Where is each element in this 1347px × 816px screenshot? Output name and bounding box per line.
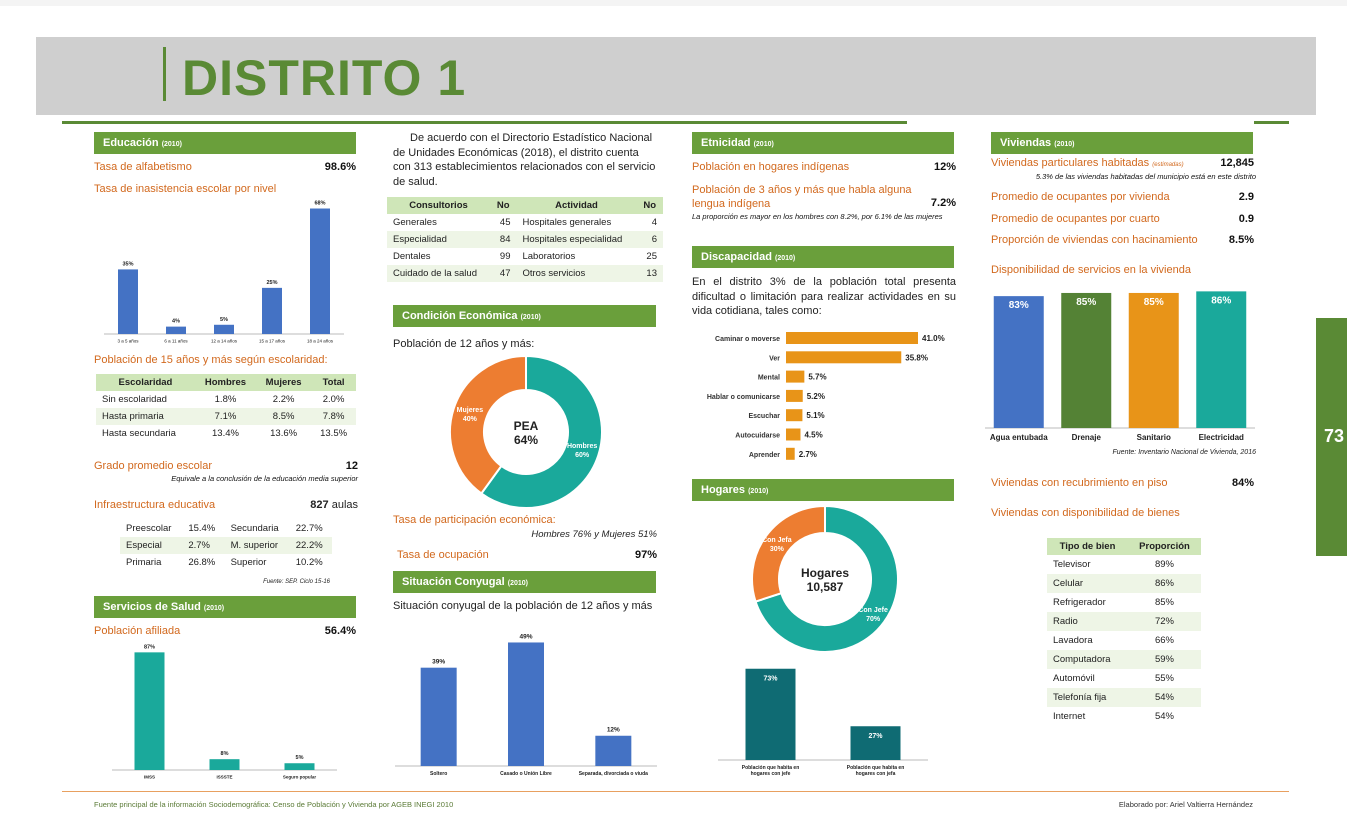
bien-name: Internet <box>1053 711 1086 722</box>
tick-label: Drenaje <box>1071 433 1101 442</box>
condicion-header: Condición Económica (2010) <box>393 305 656 327</box>
data-label: 85% <box>1143 296 1164 308</box>
tick-label: Soltero <box>430 771 448 777</box>
participacion-label: Tasa de participación económica: <box>393 514 556 526</box>
tick-label: Escuchar <box>748 413 780 421</box>
tick-label: Separada, divorciada o viuda <box>578 771 648 777</box>
grado-row <box>94 460 358 472</box>
tick-label: IMSS <box>143 774 156 780</box>
bien-name: Refrigerador <box>1053 597 1106 608</box>
tick-label: hogares con jefe <box>750 771 791 777</box>
ocup-viv-label: Promedio de ocupantes por vivienda <box>991 191 1170 203</box>
table-row: Dentales 99 Laboratorios 25 <box>393 251 657 262</box>
slice-name: Con Jefa <box>762 537 792 545</box>
viviendas-header: Viviendas (2010) <box>991 132 1253 154</box>
lengua-label: Población de 3 años y más que habla alguna lengua indígena <box>692 184 912 210</box>
tick-label: Caminar o moverse <box>715 336 780 343</box>
bienes-table <box>1047 538 1201 726</box>
tick-label: Electricidad <box>1198 433 1244 442</box>
bien-value: 54% <box>1154 711 1174 722</box>
header-rule-right <box>1254 121 1289 124</box>
discapacidad-header: Discapacidad (2010) <box>692 246 954 268</box>
table-row: Especial 2.7% M. superior 22.2% <box>120 537 332 554</box>
table-row: Cuidado de la salud 47 Otros servicios 13 <box>387 265 663 282</box>
hogares-indigenas-value: 12% <box>933 161 956 173</box>
chart-bar <box>135 652 165 770</box>
conyugal-label: Situación conyugal de la población de 12 años y más <box>393 600 653 612</box>
chart-bar <box>310 209 330 334</box>
unidades-header: Actividad <box>516 197 636 214</box>
table-row <box>1047 593 1201 612</box>
grado-value: 12 <box>345 460 358 472</box>
chart-bar <box>994 296 1044 428</box>
data-label: 4% <box>172 318 180 325</box>
table-row: Hasta primaria 7.1% 8.5% 7.8% <box>96 408 356 425</box>
grado-note: Equivale a la conclusión de la educación media superior <box>171 474 358 483</box>
bien-name: Computadora <box>1047 650 1128 669</box>
chart-bar <box>118 269 138 334</box>
data-label: 73% <box>763 675 778 683</box>
hacinamiento-value: 8.5% <box>1228 234 1254 246</box>
tick-label: hogares con jefa <box>855 771 896 777</box>
data-label: 25% <box>266 279 278 286</box>
bien-value: 59% <box>1128 650 1201 669</box>
alfabetismo-label: Tasa de alfabetismo <box>94 161 192 173</box>
chart-bar <box>851 726 901 760</box>
chart-bar <box>595 736 631 766</box>
hogares-indigenas-row <box>692 161 956 173</box>
etnicidad-header: Etnicidad (2010) <box>692 132 954 154</box>
ocupacion-value: 97% <box>634 549 657 561</box>
page-number-tab <box>1316 318 1347 556</box>
tick-label: 15 a 17 años <box>258 338 286 344</box>
data-label: 35.8% <box>905 353 928 363</box>
bien-name: Telefonía fija <box>1047 688 1128 707</box>
data-label: 5.2% <box>806 391 825 401</box>
infra-source: Fuente: SEP. Ciclo 15-16 <box>263 579 330 585</box>
table-row: Sin escolaridad 1.8% 2.2% 2.0% <box>102 394 345 405</box>
table-row <box>1047 688 1201 707</box>
slice-label: 40% <box>462 415 477 423</box>
data-label: 87% <box>143 644 156 651</box>
bien-value: 85% <box>1154 597 1174 608</box>
bien-value: 66% <box>1154 635 1174 646</box>
ocup-viv-row <box>991 191 1254 203</box>
bien-name: Celular <box>1047 574 1128 593</box>
infra-row <box>94 499 358 511</box>
center-label: Hogares <box>800 566 850 580</box>
esc-header: Mujeres <box>256 374 311 391</box>
footer-source: Fuente principal de la información Sociodemográfica: Censo de Población y Vivienda por AGEB INEGI 2010 <box>94 800 454 809</box>
data-label: 39% <box>432 658 446 666</box>
header-banner <box>36 37 1316 115</box>
bien-value: 72% <box>1128 612 1201 631</box>
bien-name: Lavadora <box>1053 635 1093 646</box>
afiliada-label: Población afiliada <box>94 625 181 637</box>
slice-name: Hombres <box>566 443 598 451</box>
bien-name: Radio <box>1047 612 1128 631</box>
discapacidad-chart <box>690 326 960 464</box>
slice-label: 70% <box>866 615 881 623</box>
particulares-value: 12,845 <box>1220 157 1254 169</box>
data-label: 5.1% <box>806 411 825 421</box>
center-value: 10,587 <box>806 580 844 594</box>
table-row: Primaria 26.8% Superior 10.2% <box>126 557 323 568</box>
ocup-cuarto-label: Promedio de ocupantes por cuarto <box>991 213 1160 225</box>
infra-table <box>120 520 332 571</box>
alfabetismo-value: 98.6% <box>324 161 356 173</box>
data-label: 8% <box>220 751 229 758</box>
chart-bar <box>508 642 544 766</box>
particulares-sub: 5.3% de las viviendas habitadas del municipio está en este distrito <box>1035 172 1256 181</box>
slice-name: Con Jefe <box>858 606 888 614</box>
top-strip <box>0 0 1347 6</box>
conyugal-header: Situación Conyugal (2010) <box>393 571 656 593</box>
data-label: 12% <box>606 726 620 734</box>
chart-bar <box>786 448 795 460</box>
chart-bar <box>285 763 315 770</box>
ocupacion-row <box>397 549 657 561</box>
hogares-bar-chart <box>718 660 928 784</box>
bien-name: Televisor <box>1053 559 1091 570</box>
chart-bar <box>786 390 803 402</box>
infra-unit: aulas <box>331 499 358 511</box>
data-label: 35% <box>122 261 134 268</box>
unidades-text: De acuerdo con el Directorio Estadístico Nacional de Unidades Económicas (2018), el distrito cuenta con 313 establecimientos relacionados con el servicio de salud. <box>393 132 656 188</box>
tick-label: 6 a 11 años <box>164 338 188 344</box>
table-row <box>1047 669 1201 688</box>
tick-label: 12 a 14 años <box>210 338 238 344</box>
tick-label: Casado o Unión Libre <box>500 771 552 777</box>
table-row <box>1047 555 1201 574</box>
tick-label: 3 a 5 años <box>117 338 139 344</box>
grado-label: Grado promedio escolar <box>94 460 213 472</box>
chart-bar <box>786 409 802 421</box>
data-label: 5% <box>220 316 228 323</box>
table-row: Especialidad 84 Hospitales especialidad 6 <box>387 231 663 248</box>
tick-label: Aprender <box>748 451 780 459</box>
data-label: 49% <box>519 633 533 641</box>
unidades-header: No <box>636 197 663 214</box>
chart-bar <box>786 351 901 363</box>
table-row: Preescolar 15.4% Secundaria 22.7% <box>126 523 323 534</box>
educacion-header: Educación (2010) <box>94 132 356 154</box>
table-row: Generales 45 Hospitales generales 4 <box>393 217 657 228</box>
escolaridad-label: Población de 15 años y más según escolaridad: <box>94 354 328 366</box>
bien-value: 55% <box>1154 673 1174 684</box>
chart-bar <box>1061 293 1111 428</box>
data-label: 68% <box>314 200 326 207</box>
conyugal-chart <box>395 620 660 782</box>
data-label: 5.7% <box>808 372 827 382</box>
ocup-viv-value: 2.9 <box>1238 191 1254 203</box>
infra-label: Infraestructura educativa <box>94 499 216 511</box>
data-label: 5% <box>295 755 304 762</box>
ocup-cuarto-value: 0.9 <box>1238 213 1254 225</box>
bienes-header: Tipo de bien <box>1047 538 1128 555</box>
bien-name: Automóvil <box>1053 673 1095 684</box>
data-label: 41.0% <box>922 334 945 343</box>
chart-bar <box>786 429 800 441</box>
header-rule <box>62 121 907 124</box>
tick-label: Mental <box>757 374 780 382</box>
slice-label: 30% <box>769 546 784 554</box>
hogares-pie-chart <box>752 506 898 652</box>
unidades-header: No <box>490 197 516 214</box>
chart-bar <box>210 759 240 770</box>
chart-bar <box>214 325 234 334</box>
center-value: 64% <box>513 433 539 447</box>
tick-label: Hablar o comunicarse <box>706 393 780 401</box>
tick-label: Sanitario <box>1136 433 1171 442</box>
pob12-label: Población de 12 años y más: <box>393 338 535 350</box>
afiliada-row <box>94 625 356 637</box>
footer-credit: Elaborado por: Ariel Valtierra Hernández <box>1118 800 1253 809</box>
hacinamiento-label: Proporción de viviendas con hacinamiento <box>991 234 1198 246</box>
bien-value: 89% <box>1154 559 1174 570</box>
servicios-source: Fuente: Inventario Nacional de Vivienda, 2016 <box>1112 449 1256 456</box>
participacion-value: Hombres 76% y Mujeres 51% <box>531 529 657 540</box>
table-row <box>1047 574 1201 593</box>
chart-bar <box>421 668 457 766</box>
tick-label: Ver <box>769 355 780 363</box>
afiliada-chart <box>112 640 342 782</box>
piso-row <box>991 477 1254 489</box>
bienes-header: Proporción <box>1128 538 1201 555</box>
table-row <box>1047 612 1201 631</box>
hogares-indigenas-label: Población en hogares indígenas <box>692 161 850 173</box>
piso-label: Viviendas con recubrimiento en piso <box>991 477 1168 489</box>
slice-name: Mujeres <box>456 406 484 414</box>
data-label: 2.7% <box>798 449 817 459</box>
tick-label: 18 a 24 años <box>306 338 334 344</box>
esc-header: Hombres <box>195 374 256 391</box>
table-row: Hasta secundaria 13.4% 13.6% 13.5% <box>102 428 348 439</box>
inasistencia-label: Tasa de inasistencia escolar por nivel <box>94 183 277 195</box>
hacinamiento-row <box>991 234 1254 246</box>
table-row <box>1047 707 1201 726</box>
esc-header: Escolaridad <box>96 374 195 391</box>
particulares-row <box>991 157 1254 169</box>
lengua-row <box>692 183 956 211</box>
data-label: 86% <box>1211 295 1232 307</box>
chart-bar <box>1196 291 1246 428</box>
ocup-cuarto-row <box>991 213 1254 225</box>
chart-bar <box>166 327 186 334</box>
table-row <box>1047 650 1201 669</box>
ocupacion-label: Tasa de ocupación <box>397 549 489 561</box>
data-label: 85% <box>1076 296 1097 308</box>
esc-header: Total <box>311 374 356 391</box>
data-label: 27% <box>868 733 883 741</box>
tick-label: Agua entubada <box>989 433 1048 442</box>
bien-value: 54% <box>1128 688 1201 707</box>
slice-label: 60% <box>575 452 590 460</box>
chart-bar <box>1129 293 1179 428</box>
salud-header: Servicios de Salud (2010) <box>94 596 356 618</box>
particulares-label: Viviendas particulares habitadas <box>991 157 1150 169</box>
servicios-label: Disponibilidad de servicios en la vivienda <box>991 264 1191 276</box>
chart-bar <box>786 371 804 383</box>
page-number: 73 <box>1324 426 1345 446</box>
chart-bar <box>262 288 282 334</box>
footer-rule <box>62 791 1289 792</box>
lengua-note: La proporción es mayor en los hombres con 8.2%, por 6.1% de las mujeres <box>692 212 943 221</box>
chart-bar <box>786 332 918 344</box>
unidades-header: Consultorios <box>387 197 490 214</box>
data-label: 83% <box>1008 300 1029 312</box>
inasistencia-chart <box>104 198 349 346</box>
bienes-label: Viviendas con disponibilidad de bienes <box>991 507 1180 519</box>
infra-value: 827 <box>310 499 329 511</box>
escolaridad-table <box>96 374 356 442</box>
bien-value: 86% <box>1128 574 1201 593</box>
table-row <box>1047 631 1201 650</box>
lengua-value: 7.2% <box>930 197 956 209</box>
tick-label: Seguro popular <box>282 774 317 780</box>
title-bar <box>163 47 166 101</box>
hogares-header: Hogares (2010) <box>692 479 954 501</box>
tick-label: Población que habita en <box>741 765 800 771</box>
discapacidad-text: En el distrito 3% de la población total presenta dificultad o limitación para realizar actividades en su vida cotidiana, tales como: <box>692 276 956 317</box>
data-label: 4.5% <box>804 430 823 440</box>
servicios-chart <box>985 284 1260 448</box>
piso-value: 84% <box>1231 477 1254 489</box>
tick-label: Población que habita en <box>846 765 905 771</box>
tick-label: Autocuidarse <box>735 432 780 440</box>
page-title: DISTRITO 1 <box>182 50 467 106</box>
center-label: PEA <box>513 419 539 433</box>
alfabetismo-row <box>94 161 356 173</box>
pea-chart <box>450 356 602 508</box>
tick-label: ISSSTE <box>216 774 233 780</box>
unidades-table <box>387 197 663 282</box>
particulares-note: (estimadas) <box>1152 162 1184 168</box>
afiliada-value: 56.4% <box>324 625 356 637</box>
